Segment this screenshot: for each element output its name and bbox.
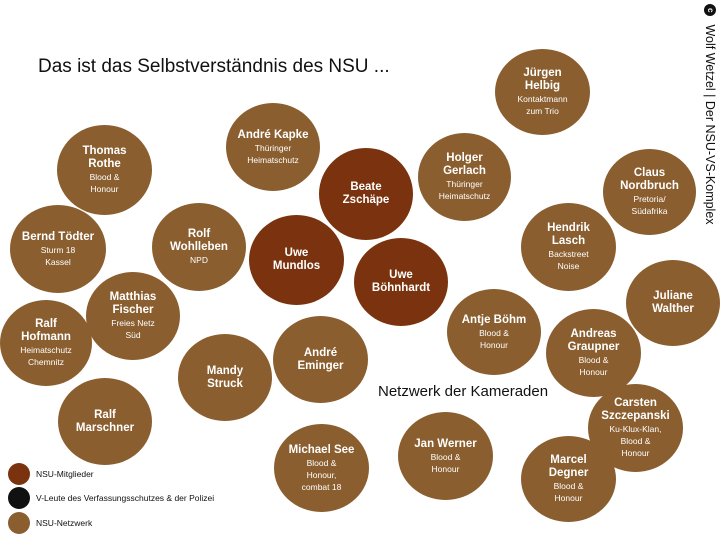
node-beate-zschaepe: Beate Zschäpe	[319, 148, 413, 240]
node-mandy-struck: Mandy Struck	[178, 334, 272, 421]
legend-nsu-members: NSU-Mitglieder	[8, 463, 94, 485]
author-credit: Wolf Wetzel | Der NSU-VS-Komplex	[703, 24, 717, 225]
node-juliane-walther: Juliane Walther	[626, 260, 720, 346]
node-matthias-fischer: Matthias Fischer Freies Netz Süd	[86, 272, 180, 360]
node-hendrik-lasch: Hendrik Lasch Backstreet Noise	[521, 203, 616, 291]
node-juergen-helbig: Jürgen Helbig Kontaktmann zum Trio	[495, 49, 590, 135]
node-ralf-hofmann: Ralf Hofmann Heimatschutz Chemnitz	[0, 300, 92, 386]
network-subtitle: Netzwerk der Kameraden	[378, 383, 549, 400]
node-marcel-degner: Marcel Degner Blood & Honour	[521, 436, 616, 522]
node-bernd-toedter: Bernd Tödter Sturm 18 Kassel	[10, 205, 106, 293]
node-ralf-marschner: Ralf Marschner	[58, 378, 152, 465]
copyright-icon: c	[704, 4, 716, 16]
node-antje-boehm: Antje Böhm Blood & Honour	[447, 289, 541, 375]
legend-dot-network	[8, 512, 30, 534]
node-thomas-rothe: Thomas Rothe Blood & Honour	[57, 125, 152, 215]
legend-dot-informant	[8, 487, 30, 509]
node-holger-gerlach: Holger Gerlach Thüringer Heimatschutz	[418, 133, 511, 221]
node-rolf-wohlleben: Rolf Wohlleben NPD	[152, 203, 246, 291]
legend-dot-member	[8, 463, 30, 485]
node-uwe-mundlos: Uwe Mundlos	[249, 215, 344, 305]
node-carsten-szczepanski: Carsten Szczepanski Ku-Klux-Klan, Blood & Honour	[588, 384, 683, 472]
node-andre-eminger: André Eminger	[273, 316, 368, 403]
node-uwe-boehnhardt: Uwe Böhnhardt	[354, 238, 448, 326]
page-title: Das ist das Selbstverständnis des NSU ...	[38, 56, 390, 77]
node-jan-werner: Jan Werner Blood & Honour	[398, 412, 493, 500]
legend-network: NSU-Netzwerk	[8, 512, 92, 534]
node-claus-nordbruch: Claus Nordbruch Pretoria/ Südafrika	[603, 149, 696, 235]
node-andre-kapke: André Kapke Thüringer Heimatschutz	[226, 103, 320, 191]
node-andreas-graupner: Andreas Graupner Blood & Honour	[546, 309, 641, 397]
node-michael-see: Michael See Blood & Honour, combat 18	[274, 424, 369, 512]
side-credit	[697, 4, 717, 244]
legend-informants: V-Leute des Verfassungsschutzes & der Polizei	[8, 487, 214, 509]
